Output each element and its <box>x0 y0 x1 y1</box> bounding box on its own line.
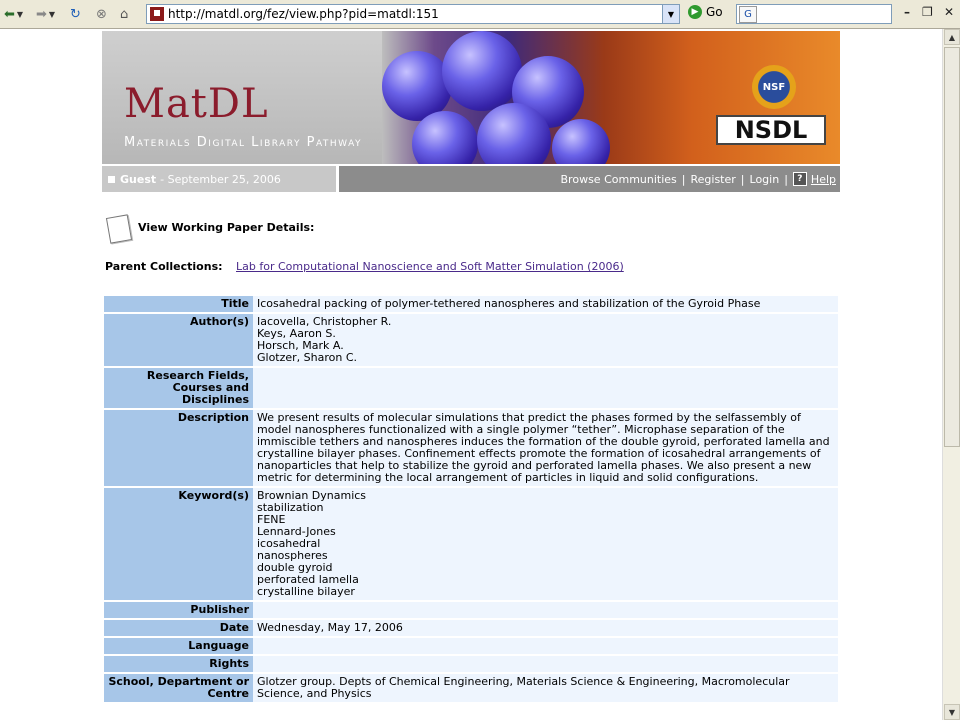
matdl-logo[interactable]: MatDL <box>124 81 269 127</box>
forward-button[interactable] <box>36 4 55 24</box>
home-icon: ⌂ <box>120 6 129 22</box>
guest-status-bar <box>102 166 336 192</box>
author-name: Keys, Aaron S. <box>257 327 336 340</box>
guest-label: Guest <box>120 172 157 186</box>
publisher-value <box>253 602 838 618</box>
keyword: double gyroid <box>257 561 333 574</box>
nanosphere-image <box>412 111 478 164</box>
banner-tagline: Materials Digital Library Pathway <box>124 135 363 150</box>
title-label: Title <box>104 296 253 312</box>
chevron-down-icon[interactable]: ▼ <box>16 9 24 19</box>
menu-separator: | <box>681 172 686 186</box>
parent-collection-link[interactable]: Lab for Computational Nanoscience and Soft Matter Simulation (2006) <box>236 260 624 273</box>
vertical-scrollbar[interactable] <box>942 29 960 720</box>
table-row <box>104 638 838 654</box>
table-row <box>104 296 838 312</box>
nanosphere-image <box>552 119 610 164</box>
menu-separator: | <box>784 172 788 186</box>
date-value: Wednesday, May 17, 2006 <box>253 620 838 636</box>
table-row <box>104 602 838 618</box>
keyword: Lennard-Jones <box>257 525 336 538</box>
rights-label: Rights <box>104 656 253 672</box>
school-value: Glotzer group. Depts of Chemical Engineering, Materials Science & Engineering, Macromolecular Science, and Physics <box>253 674 838 702</box>
author-name: Iacovella, Christopher R. <box>257 315 392 328</box>
search-input[interactable] <box>736 4 892 24</box>
rights-value <box>253 656 838 672</box>
language-label: Language <box>104 638 253 654</box>
help-link[interactable]: Help <box>810 172 836 186</box>
login-link[interactable]: Login <box>749 172 780 186</box>
date-label: Date <box>104 620 253 636</box>
keywords-value <box>253 488 838 600</box>
bullet-icon <box>108 176 115 183</box>
authors-value <box>253 314 838 366</box>
nsf-logo[interactable]: NSF <box>752 65 796 109</box>
refresh-icon: ↻ <box>70 6 81 22</box>
go-arrow-icon: ▶ <box>688 5 702 19</box>
school-label-line: School, Department or <box>108 675 249 688</box>
table-row <box>104 314 838 366</box>
research-fields-label-line: Courses and <box>172 381 249 394</box>
keyword: Brownian Dynamics <box>257 489 367 502</box>
address-url[interactable]: http://matdl.org/fez/view.php?pid=matdl:151 <box>168 7 439 21</box>
school-label <box>104 674 253 702</box>
table-row <box>104 368 838 408</box>
keyword: crystalline bilayer <box>257 585 355 598</box>
keyword: icosahedral <box>257 537 321 550</box>
top-menu <box>339 166 840 192</box>
back-button[interactable] <box>4 4 23 24</box>
scroll-up-icon[interactable]: ▲ <box>944 29 960 45</box>
nsdl-logo-text: NSDL <box>734 116 808 144</box>
address-bar[interactable] <box>146 4 680 24</box>
stop-icon: ⊗ <box>96 6 107 22</box>
description-label: Description <box>104 410 253 486</box>
close-icon[interactable]: ✕ <box>944 5 955 19</box>
refresh-button[interactable] <box>70 4 81 24</box>
nanosphere-image <box>442 31 522 111</box>
table-row <box>104 674 838 702</box>
keyword: FENE <box>257 513 286 526</box>
register-link[interactable]: Register <box>690 172 736 186</box>
table-row <box>104 620 838 636</box>
author-name: Horsch, Mark A. <box>257 339 344 352</box>
chevron-down-icon[interactable]: ▼ <box>48 9 56 19</box>
author-name: Glotzer, Sharon C. <box>257 351 358 364</box>
browser-toolbar <box>0 0 960 29</box>
site-banner <box>102 31 840 164</box>
description-value: We present results of molecular simulations that predict the phases formed by the selfassembly of model nanospheres functionalized with a single polymer “tether”. Microphase separation of the immiscible tethers and nanospheres induces the formation of the double gyroid, perforated lamella and crystalline bilayer phases. Confinement effects promote the formation of icosahedral arrangements of nanoparticles that help to stabilize the gyroid and perforated lamella phases. We also present a new metric for determining the local arrangement of particles in liquid and solid configurations. <box>253 410 838 486</box>
keyword: nanospheres <box>257 549 328 562</box>
menu-separator: | <box>740 172 745 186</box>
table-row <box>104 656 838 672</box>
scroll-thumb[interactable] <box>944 47 960 447</box>
publisher-label: Publisher <box>104 602 253 618</box>
help-icon[interactable]: ? <box>793 172 807 186</box>
browse-communities-link[interactable]: Browse Communities <box>560 172 677 186</box>
authors-label: Author(s) <box>104 314 253 366</box>
title-value: Icosahedral packing of polymer-tethered nanospheres and stabilization of the Gyroid Phase <box>253 296 838 312</box>
google-search-icon: G <box>739 6 757 23</box>
scroll-down-icon[interactable]: ▼ <box>944 704 960 720</box>
research-fields-label-line: Disciplines <box>182 393 249 406</box>
stop-button[interactable] <box>96 4 107 24</box>
minimize-icon[interactable]: – <box>904 5 910 19</box>
research-fields-value <box>253 368 838 408</box>
keyword: stabilization <box>257 501 324 514</box>
table-row <box>104 488 838 600</box>
keywords-label: Keyword(s) <box>104 488 253 600</box>
research-fields-label-line: Research Fields, <box>146 369 249 382</box>
document-icon <box>106 214 132 243</box>
go-button[interactable] <box>688 5 723 19</box>
go-label: Go <box>706 5 723 19</box>
back-arrow-icon: ⬅ <box>4 6 15 22</box>
forward-arrow-icon: ➡ <box>36 6 47 22</box>
nsdl-logo[interactable] <box>716 115 826 145</box>
site-favicon-icon <box>150 7 164 21</box>
table-row <box>104 410 838 486</box>
address-dropdown-icon[interactable]: ▼ <box>662 5 679 23</box>
research-fields-label <box>104 368 253 408</box>
language-value <box>253 638 838 654</box>
keyword: perforated lamella <box>257 573 359 586</box>
parent-collections <box>105 260 624 273</box>
page-title: View Working Paper Details: <box>138 221 315 234</box>
current-date: - September 25, 2006 <box>160 172 281 186</box>
school-label-line: Centre <box>207 687 249 700</box>
restore-icon[interactable]: ❐ <box>922 5 933 19</box>
home-button[interactable] <box>120 4 128 24</box>
details-table <box>104 294 838 704</box>
parent-collections-label: Parent Collections: <box>105 260 223 273</box>
